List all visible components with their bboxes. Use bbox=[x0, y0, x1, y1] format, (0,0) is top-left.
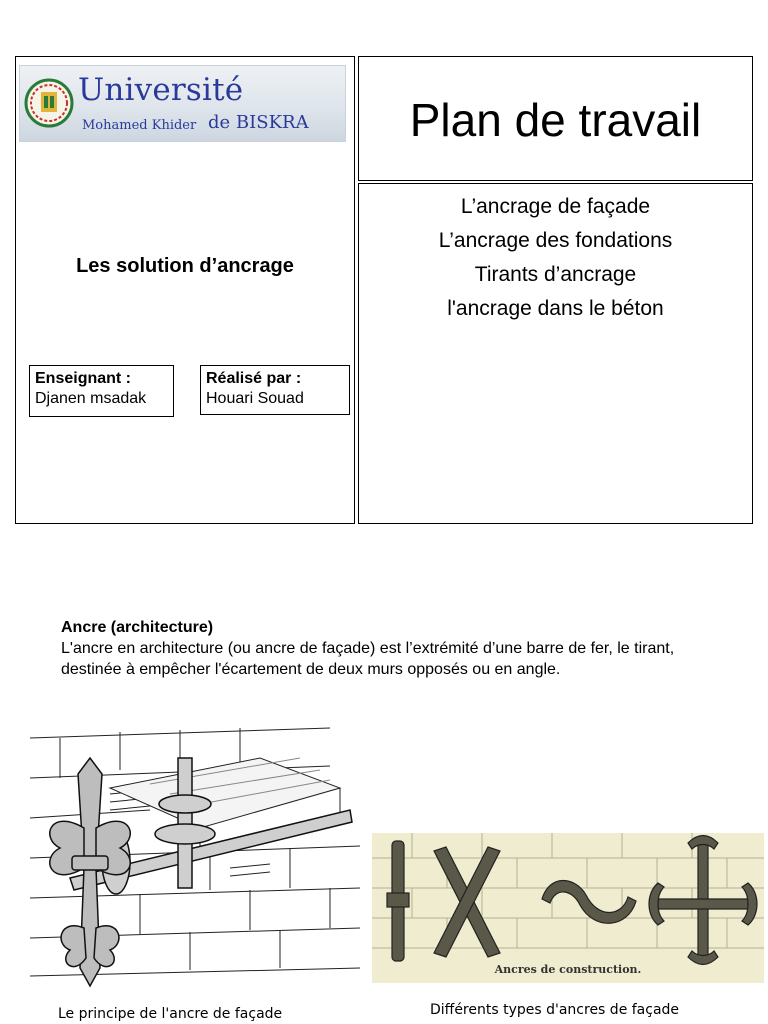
university-emblem-icon bbox=[24, 72, 74, 134]
section-text: L'ancre en architecture (ou ancre de façade) est l’extrémité d’une barre de fer, le tirant, destinée à empêcher l'écartement de deux murs opposés ou en angle. bbox=[61, 640, 675, 678]
topic-item: L’ancrage des fondations bbox=[438, 229, 673, 252]
anchor-types-illustration bbox=[372, 833, 764, 983]
topic-item: L’ancrage de façade bbox=[460, 195, 651, 218]
author-name: Houari Souad bbox=[206, 390, 304, 407]
topics-box bbox=[358, 183, 753, 524]
topics-list bbox=[359, 190, 752, 326]
author-box bbox=[200, 365, 350, 415]
cover-left-panel bbox=[15, 56, 355, 524]
plan-title: Plan de travail bbox=[409, 94, 702, 146]
author-label: Réalisé par : bbox=[206, 370, 302, 387]
logo-university-text: Université bbox=[78, 72, 244, 108]
anchor-types-drawing bbox=[372, 833, 764, 983]
logo-city-text: de BISKRA bbox=[208, 112, 309, 133]
plan-title-box bbox=[358, 56, 753, 181]
section-heading: Ancre (architecture) bbox=[61, 619, 214, 636]
topic-item: l'ancrage dans le béton bbox=[447, 297, 664, 320]
teacher-name: Djanen msadak bbox=[35, 390, 147, 407]
definition-section bbox=[61, 617, 711, 680]
figure2-inner-caption: Ancres de construction. bbox=[494, 963, 642, 976]
figure2-caption: Différents types d'ancres de façade bbox=[430, 1002, 680, 1018]
anchor-principle-illustration bbox=[30, 718, 360, 988]
teacher-label: Enseignant : bbox=[35, 370, 132, 387]
university-logo bbox=[19, 65, 346, 142]
topic-item: Tirants d’ancrage bbox=[474, 263, 637, 286]
logo-founder-text: Mohamed Khider bbox=[82, 118, 197, 133]
subject-title: Les solution d’ancrage bbox=[76, 255, 294, 277]
figure1-caption: Le principe de l'ancre de façade bbox=[58, 1006, 283, 1022]
teacher-box bbox=[29, 365, 174, 417]
